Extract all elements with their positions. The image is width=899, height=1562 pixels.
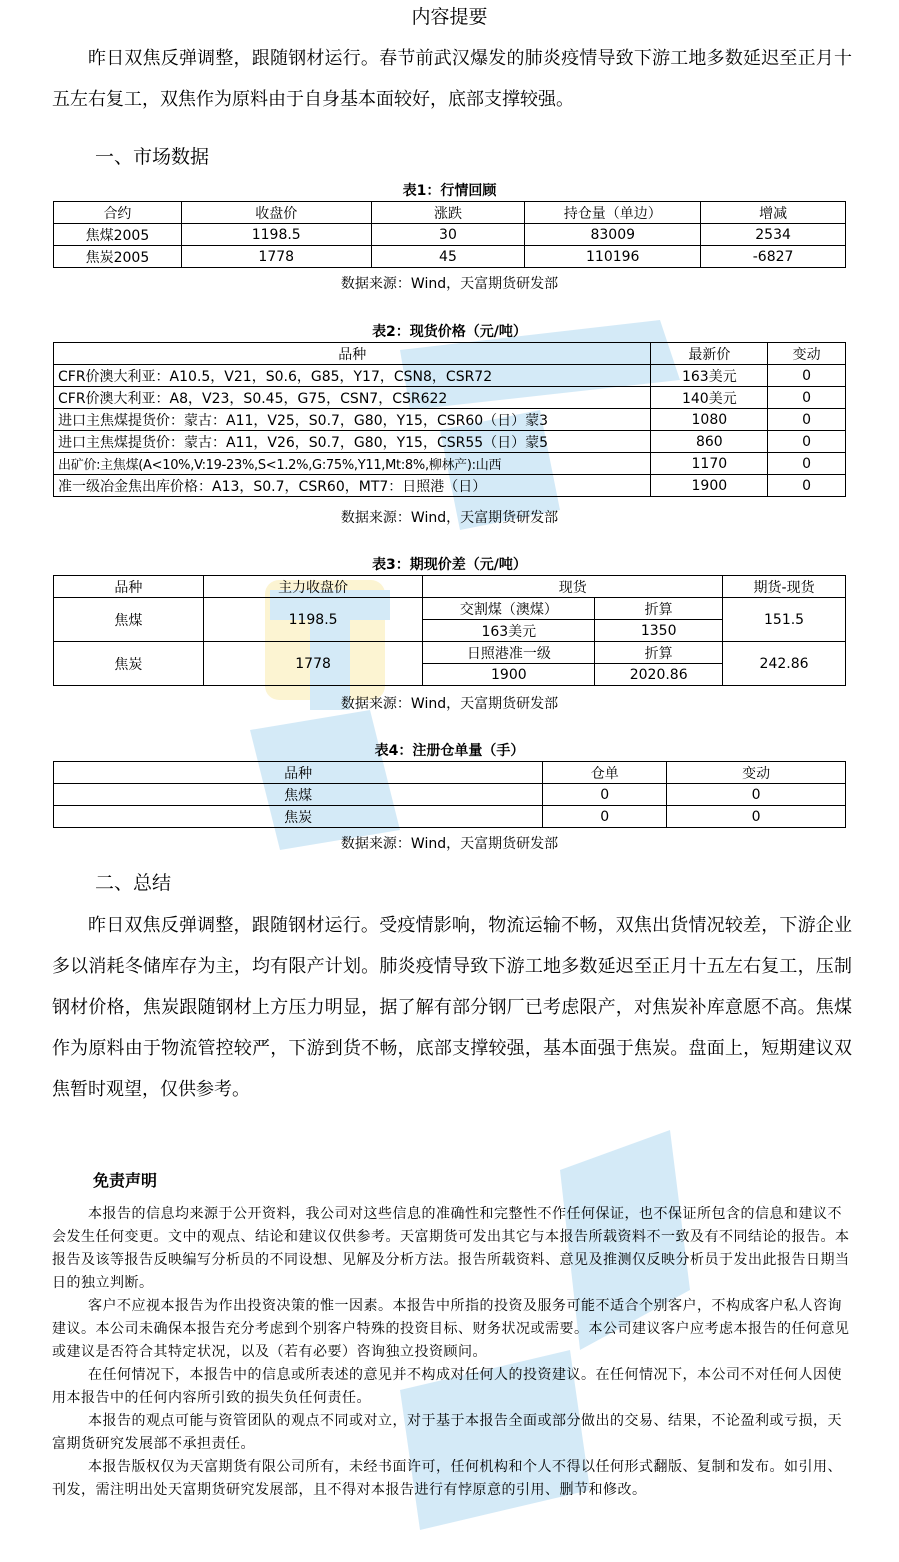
- table-cell: 0: [768, 453, 846, 475]
- table-cell: 45: [371, 246, 525, 268]
- table3-source: 数据来源：Wind，天富期货研发部: [340, 696, 559, 712]
- table-cell: 进口主焦煤提货价：蒙古：A11，V25，S0.7，G80，Y15，CSR60（日）蒙3: [54, 409, 651, 431]
- table-row: [54, 475, 846, 497]
- table-row: [54, 806, 846, 828]
- header-cell: 品种: [54, 576, 204, 598]
- table-cell: 出矿价:主焦煤(A<10%,V:19-23%,S<1.2%,G:75%,Y11,Mt:8%,柳林产):山西: [54, 453, 651, 475]
- table-header-row: [54, 576, 846, 598]
- table-row: [54, 642, 846, 664]
- header-cell: 变动: [768, 343, 846, 365]
- header-cell: 变动: [667, 762, 846, 784]
- table-cell: 0: [667, 784, 846, 806]
- header-cell: 主力收盘价: [203, 576, 423, 598]
- header-cell: 期货-现货: [723, 576, 846, 598]
- table-cell: 83009: [525, 224, 701, 246]
- table-cell: 1198.5: [203, 598, 423, 642]
- table-header-row: [54, 762, 846, 784]
- header-cell: 合约: [54, 202, 182, 224]
- table-header-row: [54, 202, 846, 224]
- table4-warehouse-receipts: [53, 761, 846, 828]
- table-cell: 0: [543, 806, 667, 828]
- table-cell: 焦炭: [54, 806, 543, 828]
- table2-spot-price: [53, 342, 846, 497]
- table-cell: 焦煤: [54, 784, 543, 806]
- disclaimer-paragraph: 本报告的信息均来源于公开资料，我公司对这些信息的准确性和完整性不作任何保证，也不保证所包含的信息和建议不会发生任何变更。文中的观点、结论和建议仅供参考。天富期货可发出其它与本报告所载资料不一致及有不同结论的报告。本报告及该等报告反映编写分析员的不同设想、见解及分析方法。报告所载资料、意见及推测仅反映分析员于发出此报告日期当日的独立判断。: [52, 1206, 850, 1291]
- disclaimer-paragraph: 本报告版权仅为天富期货有限公司所有，未经书面许可，任何机构和个人不得以任何形式翻版、复制和发布。如引用、刊发，需注明出处天富期货研究发展部，且不得对本报告进行有悖原意的引用、删节和修改。: [52, 1459, 842, 1498]
- table-cell: 折算: [595, 598, 723, 620]
- header-cell: 品种: [54, 762, 543, 784]
- table-cell: 日照港准一级: [423, 642, 595, 664]
- table-cell: -6827: [701, 246, 846, 268]
- table4-caption: 表4：注册仓单量（手）: [374, 743, 525, 759]
- table-cell: 焦煤2005: [54, 224, 182, 246]
- table-header-row: [54, 343, 846, 365]
- table-cell: 0: [768, 409, 846, 431]
- summary-title: 内容提要: [411, 6, 488, 28]
- disclaimer-paragraph: 在任何情况下，本报告中的信息或所表述的意见并不构成对任何人的投资建议。在任何情况下，本公司不对任何人因使用本报告中的任何内容所引致的损失负任何责任。: [52, 1367, 842, 1406]
- table-cell: 折算: [595, 642, 723, 664]
- header-cell: 品种: [54, 343, 651, 365]
- table-cell: 0: [543, 784, 667, 806]
- table1-market-review: [53, 201, 846, 268]
- table-row: [54, 409, 846, 431]
- table-cell: 准一级冶金焦出库价格：A13，S0.7，CSR60，MT7：日照港（日）: [54, 475, 651, 497]
- table-cell: 2020.86: [595, 664, 723, 686]
- table-row: [54, 387, 846, 409]
- table-cell: 0: [768, 431, 846, 453]
- table-cell: 0: [768, 365, 846, 387]
- table-cell: 1900: [423, 664, 595, 686]
- table-row: [54, 431, 846, 453]
- table-cell: 1080: [651, 409, 768, 431]
- header-cell: 仓单: [543, 762, 667, 784]
- disclaimer-paragraph: 本报告的观点可能与资管团队的观点不同或对立，对于基于本报告全面或部分做出的交易、结果，不论盈利或亏损，天富期货研究发展部不承担责任。: [52, 1413, 842, 1452]
- table-row: [54, 365, 846, 387]
- table4-source: 数据来源：Wind，天富期货研发部: [340, 836, 559, 852]
- table-row: [54, 224, 846, 246]
- section-summary-text: 昨日双焦反弹调整，跟随钢材运行。受疫情影响，物流运输不畅，双焦出货情况较差，下游企业多以消耗冬储库存为主，均有限产计划。肺炎疫情导致下游工地多数延迟至正月十五左右复工，压制钢材价格，焦炭跟随钢材上方压力明显，据了解有部分钢厂已考虑限产，对焦炭补库意愿不高。焦煤作为原料由于物流管控较严，下游到货不畅，底部支撑较强，基本面强于焦炭。盘面上，短期建议双焦暂时观望，仅供参考。: [52, 915, 852, 1100]
- header-cell: 收盘价: [181, 202, 371, 224]
- table3-basis: [53, 575, 846, 686]
- table-row: [54, 598, 846, 620]
- table-row: [54, 784, 846, 806]
- summary-text: 昨日双焦反弹调整，跟随钢材运行。春节前武汉爆发的肺炎疫情导致下游工地多数延迟至正月十五左右复工，双焦作为原料由于自身基本面较好，底部支撑较强。: [52, 48, 852, 110]
- header-cell: 现货: [423, 576, 723, 598]
- table-row: [54, 246, 846, 268]
- header-cell: 涨跌: [371, 202, 525, 224]
- table-cell: 2534: [701, 224, 846, 246]
- disclaimer-title: 免责声明: [93, 1171, 158, 1190]
- table-cell: 163美元: [423, 620, 595, 642]
- table-cell: 860: [651, 431, 768, 453]
- table-cell: 163美元: [651, 365, 768, 387]
- table-cell: 1900: [651, 475, 768, 497]
- disclaimer-body: [52, 1203, 852, 1502]
- table-cell: 30: [371, 224, 525, 246]
- table-cell: CFR价澳大利亚：A8，V23，S0.45，G75，CSN7，CSR622: [54, 387, 651, 409]
- table-cell: 1778: [181, 246, 371, 268]
- table-cell: 242.86: [723, 642, 846, 686]
- section-summary-title: 二、总结: [95, 872, 172, 894]
- table-cell: 0: [768, 475, 846, 497]
- table-cell: 焦炭: [54, 642, 204, 686]
- header-cell: 持仓量（单边）: [525, 202, 701, 224]
- table3-caption: 表3：期现价差（元/吨）: [372, 557, 527, 573]
- section-market-data-title: 一、市场数据: [95, 146, 210, 168]
- table-cell: 110196: [525, 246, 701, 268]
- table-cell: 0: [768, 387, 846, 409]
- table-cell: CFR价澳大利亚：A10.5，V21，S0.6，G85，Y17，CSN8，CSR72: [54, 365, 651, 387]
- table-cell: 0: [667, 806, 846, 828]
- table-cell: 焦煤: [54, 598, 204, 642]
- table2-source: 数据来源：Wind，天富期货研发部: [340, 510, 559, 526]
- table-cell: 1198.5: [181, 224, 371, 246]
- table-cell: 151.5: [723, 598, 846, 642]
- table-cell: 1170: [651, 453, 768, 475]
- table1-source: 数据来源：Wind，天富期货研发部: [340, 276, 559, 292]
- table-cell: 进口主焦煤提货价：蒙古：A11，V26，S0.7，G80，Y15，CSR55（日）蒙5: [54, 431, 651, 453]
- header-cell: 最新价: [651, 343, 768, 365]
- table-cell: 焦炭2005: [54, 246, 182, 268]
- disclaimer-paragraph: 客户不应视本报告为作出投资决策的惟一因素。本报告中所指的投资及服务可能不适合个别客户，不构成客户私人咨询建议。本公司未确保本报告充分考虑到个别客户特殊的投资目标、财务状况或需要。本公司建议客户应考虑本报告的任何意见或建议是否符合其特定状况，以及（若有必要）咨询独立投资顾问。: [52, 1298, 850, 1360]
- table-cell: 交割煤（澳煤）: [423, 598, 595, 620]
- table-row: [54, 453, 846, 475]
- table-cell: 1350: [595, 620, 723, 642]
- table-cell: 140美元: [651, 387, 768, 409]
- table-cell: 1778: [203, 642, 423, 686]
- table1-caption: 表1：行情回顾: [402, 183, 497, 199]
- table2-caption: 表2：现货价格（元/吨）: [372, 324, 527, 340]
- header-cell: 增减: [701, 202, 846, 224]
